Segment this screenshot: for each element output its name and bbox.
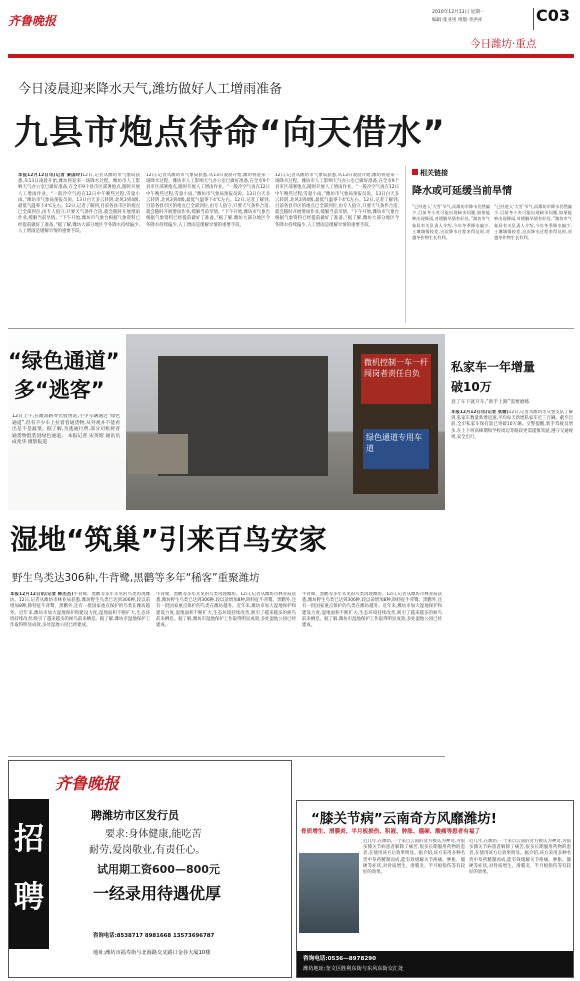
- sidebar-body-2: “已经进入‘大雪’节气,而潍坊市降水仍然偏少,目前冬小麦可能出现缺水问题,如果能够出现降雨,对缓解旱情有好处。”潍坊市气象局有关负责人介绍,今年冬季降水偏少,土壤墒情较差,这次降水过程来得及时,对越冬作物生长有利。: [494, 204, 572, 241]
- story4-byline: 本报12月12日讯(记者 韩杰杰): [10, 592, 74, 597]
- sidebar-body-col1: [412, 204, 490, 320]
- header-divider: [533, 8, 534, 30]
- masthead-logo: [8, 10, 78, 28]
- lead-body-3: 12日,记者从潍坊市气象局获悉,从13日凌晨开始,潍坊将迎来一场降水过程。潍坊市人工影响天气办公室已做好准备,在全市9个县市区部署炮点,随时开展人工增雨作业。“一般冷空气再在12日中午晚些过程,雪量小雨。”潍坊市气象局预报员说。13日白天多云转阴,北风3到4级,最低气温零下4℃左右。12日,记者了解到,目前各县市区的炮点已全部到位,由专人值守,只要天气条件合适,就会随时开展增雨作业,缓解当前旱情。“下午开始,潍坊市气象台根据气象资料已经提前做好了准备。”据了解,潍坊大部分地区今冬降水持续偏少,人工增雨是缓解旱情的重要手段。: [275, 173, 399, 228]
- recruit-ad: [8, 760, 292, 978]
- recruit-line6: 咨询电话:8538717 8981668 13573696787: [93, 933, 215, 939]
- recruit-line2: 要求:身体健康,能吃苦: [105, 829, 202, 840]
- lead-body-2: 12日,记者从潍坊市气象局获悉,从13日凌晨开始,潍坊将迎来一场降水过程。潍坊市人工影响天气办公室已做好准备,在全市9个县市区部署炮点,随时开展人工增雨作业。“一般冷空气再在12日中午晚些过程,雪量小雨。”潍坊市气象局预报员说。13日白天多云转阴,北风3到4级,最低气温零下4℃左右。12日,记者了解到,目前各县市区的炮点已全部到位,由专人值守,只要天气条件合适,就会随时开展增雨作业,缓解当前旱情。“下午开始,潍坊市气象台根据气象资料已经提前做好了准备。”据了解,潍坊大部分地区今冬降水持续偏少,人工增雨是缓解旱情的重要手段。: [146, 173, 270, 228]
- lead-kicker: 今日凌晨迎来降水天气,潍坊做好人工增雨准备: [18, 82, 283, 97]
- lead-bottom-rule: [8, 328, 574, 329]
- gate-sign-blue: [363, 429, 429, 469]
- logo-text: 齐鲁晚报: [8, 14, 57, 28]
- story4-col1: [10, 592, 150, 750]
- knee-ad: [296, 800, 574, 978]
- knee-ad-body-2: 近几年,在潍坊,一个来自云南的奇方被认为神奇,为很多膝关节病患者解除了痛苦,很多长期服用药物的患者,在使用该方后效果明显。据介绍,该方采用多种名贵中草药精制而成,能有效缓解关节疼痛、肿胀、僵硬等症状,对骨质增生、滑膜炎、半月板损伤等有较好的效果。: [469, 839, 571, 876]
- story3-title: 私家车一年增量: [451, 360, 536, 374]
- story3-subtitle: 意了车下就开车,“新手上路”需要磨练: [451, 400, 530, 405]
- gate-sign: [353, 344, 438, 494]
- header-date: 2010年12月13日 星期一: [432, 10, 485, 15]
- lead-body-col2: [146, 173, 270, 320]
- story2-title-2: 多“逃客”: [14, 378, 105, 402]
- knee-ad-body-col2: [469, 839, 571, 949]
- knee-ad-hotline: 咨询电话:0536—8978290: [303, 956, 377, 962]
- story3-body-text: 12日,记者从潍坊市交警支队了解到,私家车数量新增迅速,平均每天新增私家车近三百辆。截至目前,全市私家车保有量已突破10万辆。交警提醒,新手驾驶员增多,在上下班高峰期和学校周边等路段更需谨慎驾驶,遵守交通规则,安全出行。: [451, 410, 573, 440]
- lead-headline: 九县市炮点待命“向天借水”: [14, 113, 446, 153]
- recruit-ad-big-text: 招聘: [14, 822, 44, 915]
- story4-title: 湿地“筑巢”引来百鸟安家: [10, 523, 327, 556]
- sidebar-body-col2: [494, 204, 572, 320]
- gate-sign-text: 微机控制一车一杆 闯岗者责任自负: [364, 358, 428, 378]
- story2-title-1: “绿色通道”: [8, 349, 120, 373]
- sidebar-box: [405, 166, 573, 323]
- sidebar-bullet-icon: [412, 169, 418, 175]
- story2-caption: 12日上午,在潍高路寿光收费站,不少车辆通过“绿色通道”,但有不少车上拉着普通货物,从外观并不能看出是不是蔬菜。据了解,为逃通行费,部分司机将普通货物混装进绿色通道。 本报记者 宋英昭 通讯员 成兆华 摄影报道: [12, 414, 120, 446]
- story4-body-3: 牛背鹭、黑鹳等多年未见的鸟类再现潍坊。12日,记者从潍坊市林业局获悉,潍坊野生鸟类已达到306种,较以前增加8种,除特征牛背鹭、黑鹳外,还有一批国家重点保护的鸟类在潍坊越冬。近年来,潍坊市加大湿地保护和建设力度,湿地面积不断扩大,生态环境持续改善,吸引了越来越多的候鸟前来栖息。据了解,潍坊市湿地保护工作取得明显成效,多处湿地公园已经建成。: [302, 592, 442, 629]
- story3-byline: 本报12月12日讯(记者 张媚): [451, 410, 509, 415]
- gate-sign2-text: 绿色通道专用车道: [366, 433, 422, 453]
- page-number: C03: [536, 6, 571, 25]
- recruit-line4: 试用期工资600—800元: [97, 863, 220, 876]
- knee-ad-body-col1: [363, 839, 465, 949]
- lead-body-col1: [18, 173, 140, 320]
- recruit-line3: 耐劳,爱岗敬业,有责任心。: [89, 845, 206, 856]
- sidebar-label-text: 相关链接: [420, 169, 448, 177]
- story4-bottom-rule: [8, 756, 445, 757]
- recruit-line7: 地址:潍坊市福寿街与北海路交叉路口金谷大厦10楼: [93, 950, 211, 956]
- header-rule: [8, 54, 574, 58]
- knee-ad-subtitle: 骨质增生、滑膜炎、半月板损伤、积液、肿胀、僵硬、酸痛等患者有福了: [301, 829, 481, 835]
- header-editors: 编辑:张亚男 组版:李洪祥: [432, 18, 483, 23]
- story3-body: [451, 410, 573, 806]
- recruit-ad-logo: 齐鲁晚报: [55, 774, 120, 793]
- story4-body: 牛背鹭、黑鹳等多年未见的鸟类再现潍坊。12日,记者从潍坊市林业局获悉,潍坊野生鸟类已达到306种,较以前增加8种,除特征牛背鹭、黑鹳外,还有一批国家重点保护的鸟类在潍坊越冬。近年来,潍坊市加大湿地保护和建设力度,湿地面积不断扩大,生态环境持续改善,吸引了越来越多的候鸟前来栖息。据了解,潍坊市湿地保护工作取得明显成效,多处湿地公园已经建成。: [10, 592, 150, 629]
- lead-byline: 本报12月12日讯(记者 秦国玲): [18, 173, 83, 178]
- lead-body: 12日,记者从潍坊市气象局获悉,从13日凌晨开始,潍坊将迎来一场降水过程。潍坊市人工影响天气办公室已做好准备,在全市9个县市区部署炮点,随时开展人工增雨作业。“一般冷空气再在12日中午晚些过程,雪量小雨。”潍坊市气象局预报员说。13日白天多云转阴,北风3到4级,最低气温零下4℃左右。12日,记者了解到,目前各县市区的炮点已全部到位,由专人值守,只要天气条件合适,就会随时开展增雨作业,缓解当前旱情。“下午开始,潍坊市气象台根据气象资料已经提前做好了准备。”据了解,潍坊大部分地区今冬降水持续偏少,人工增雨是缓解旱情的重要手段。: [18, 173, 140, 234]
- knee-ad-footer: [297, 951, 573, 977]
- recruit-line1: 聘潍坊市区发行员: [91, 809, 179, 822]
- story4-subtitle: 野生鸟类达306种,牛背鹭,黑鹳等多年“稀客”重聚潍坊: [12, 572, 260, 584]
- knee-ad-photo: [299, 853, 359, 933]
- gate-sign-red: [361, 354, 431, 404]
- recruit-ad-big: [9, 799, 49, 949]
- section-title: 今日潍坊·重点: [470, 38, 537, 50]
- knee-ad-title: “膝关节病”云南奇方风靡潍坊!: [311, 811, 497, 827]
- lead-body-col3: [275, 173, 399, 320]
- story4-col2: [156, 592, 296, 750]
- knee-ad-address: 潍坊地址:奎文区胜利东街与东风东街交汇处: [303, 966, 404, 972]
- truck-cab: [128, 434, 188, 474]
- knee-ad-body: 近几年,在潍坊,一个来自云南的奇方被认为神奇,为很多膝关节病患者解除了痛苦,很多长期服用药物的患者,在使用该方后效果明显。据介绍,该方采用多种名贵中草药精制而成,能有效缓解关节疼痛、肿胀、僵硬等症状,对骨质增生、滑膜炎、半月板损伤等有较好的效果。: [363, 839, 465, 876]
- story3-title2: 破10万: [451, 380, 492, 394]
- sidebar-label: [412, 168, 448, 178]
- recruit-line5: 一经录用待遇优厚: [93, 884, 222, 903]
- sidebar-body: “已经进入‘大雪’节气,而潍坊市降水仍然偏少,目前冬小麦可能出现缺水问题,如果能够出现降雨,对缓解旱情有好处。”潍坊市气象局有关负责人介绍,今年冬季降水偏少,土壤墒情较差,这次降水过程来得及时,对越冬作物生长有利。: [412, 204, 490, 241]
- story4-col3: [302, 592, 442, 750]
- story4-body-2: 牛背鹭、黑鹳等多年未见的鸟类再现潍坊。12日,记者从潍坊市林业局获悉,潍坊野生鸟类已达到306种,较以前增加8种,除特征牛背鹭、黑鹳外,还有一批国家重点保护的鸟类在潍坊越冬。近年来,潍坊市加大湿地保护和建设力度,湿地面积不断扩大,生态环境持续改善,吸引了越来越多的候鸟前来栖息。据了解,潍坊市湿地保护工作取得明显成效,多处湿地公园已经建成。: [156, 592, 296, 629]
- sidebar-title: 降水或可延缓当前旱情: [412, 186, 512, 197]
